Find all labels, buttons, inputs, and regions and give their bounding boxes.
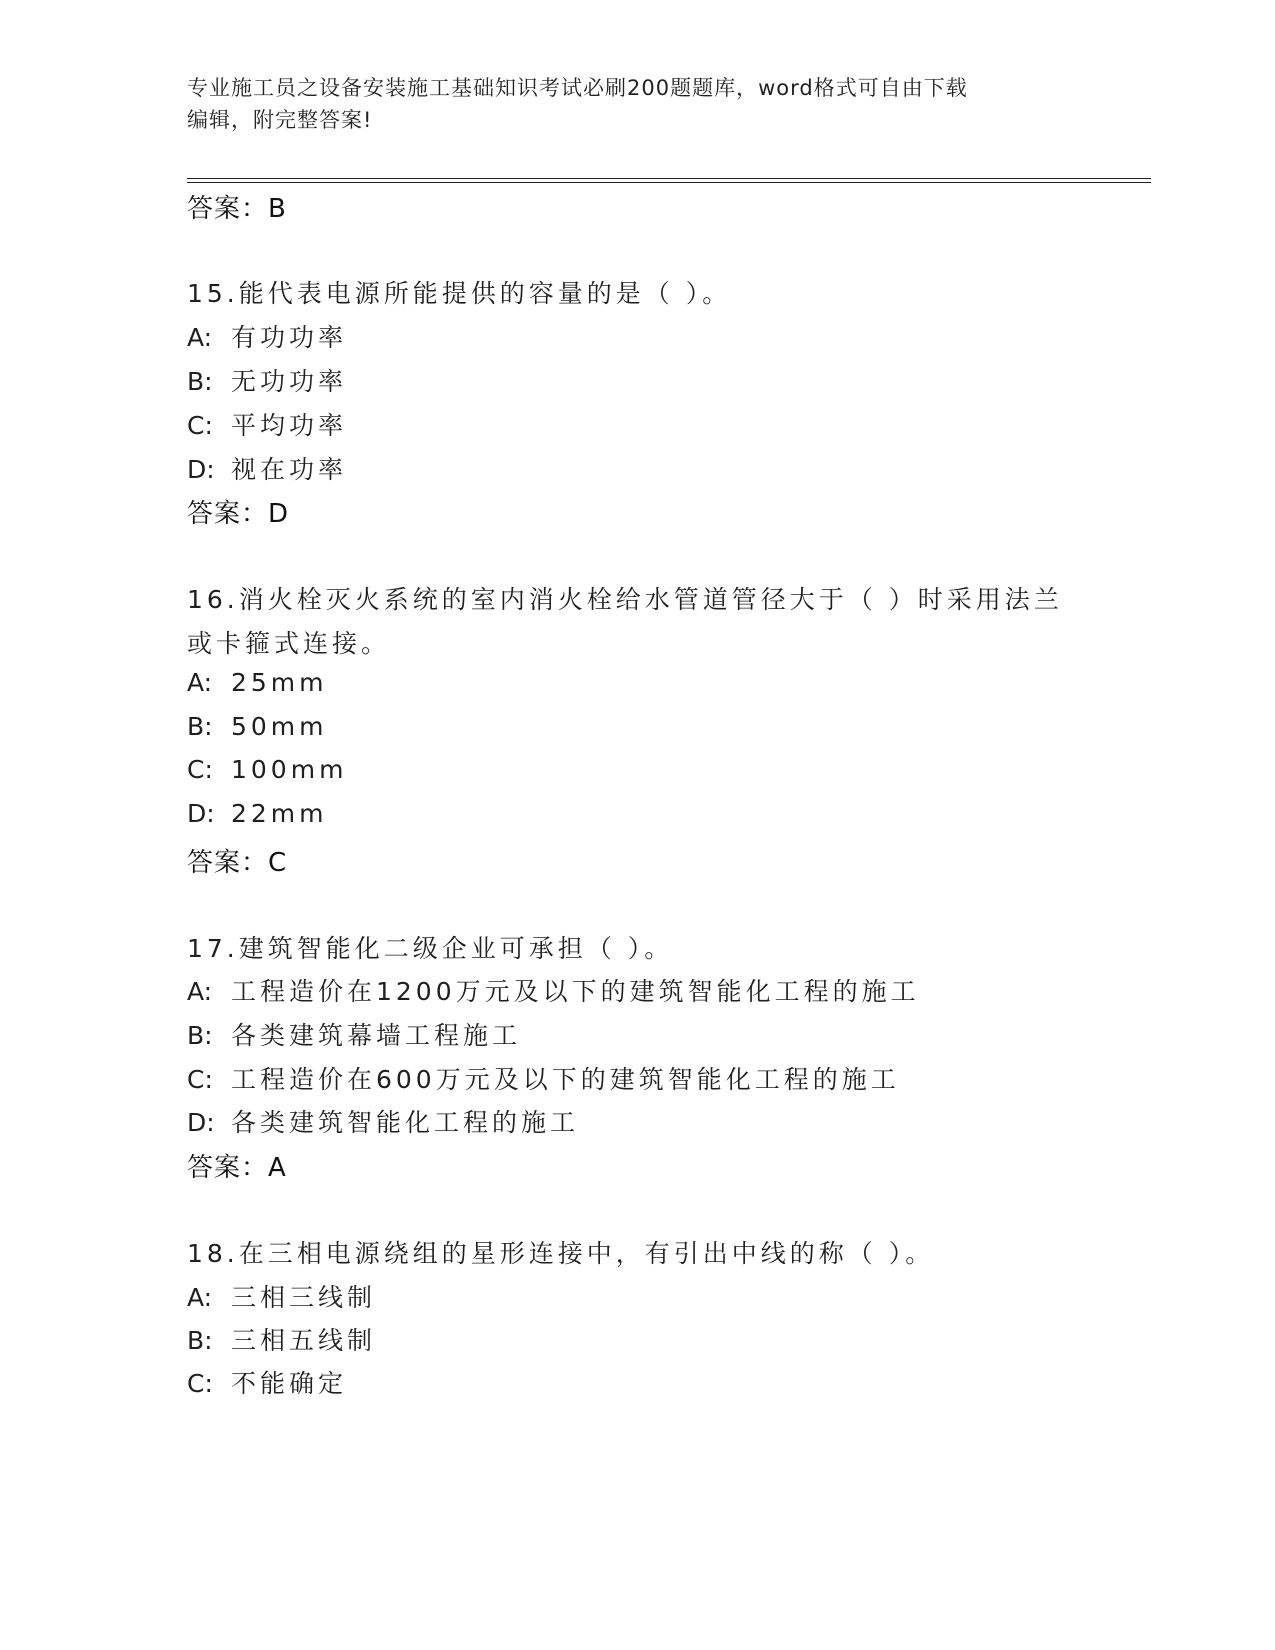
option-text: 50mm bbox=[231, 712, 328, 741]
question-16-option-c bbox=[187, 755, 347, 784]
question-16-stem-line-1: 16.消火栓灭火系统的室内消火栓给水管道管径大于（ ）时采用法兰 bbox=[187, 585, 1063, 614]
answer-q17: 答案：A bbox=[187, 1153, 287, 1183]
option-label: A: bbox=[187, 668, 213, 697]
question-17-option-d bbox=[187, 1103, 579, 1139]
option-label: B: bbox=[187, 1021, 213, 1050]
header-divider-top bbox=[187, 178, 1151, 179]
option-label: A: bbox=[187, 323, 213, 352]
option-text: 三相三线制 bbox=[231, 1283, 377, 1312]
option-label: B: bbox=[187, 1326, 213, 1355]
option-text: 有功功率 bbox=[231, 323, 348, 352]
option-text: 平均功率 bbox=[231, 411, 348, 440]
question-16-stem-line-2: 或卡箍式连接。 bbox=[187, 629, 391, 658]
header-divider-bottom bbox=[187, 182, 1151, 183]
question-17-option-c bbox=[187, 1060, 900, 1096]
question-18-option-a bbox=[187, 1278, 376, 1314]
header-line-2: 编辑，附完整答案! bbox=[187, 108, 373, 132]
option-label: A: bbox=[187, 977, 213, 1006]
option-text: 100mm bbox=[231, 755, 348, 784]
option-text: 不能确定 bbox=[231, 1369, 348, 1398]
option-text: 三相五线制 bbox=[231, 1326, 377, 1355]
answer-q15: 答案：D bbox=[187, 499, 290, 529]
answer-q14: 答案：B bbox=[187, 194, 287, 224]
option-text: 25mm bbox=[231, 668, 328, 697]
question-18-stem: 18.在三相电源绕组的星形连接中，有引出中线的称（ ）。 bbox=[187, 1239, 935, 1268]
document-header bbox=[187, 72, 1067, 136]
option-text: 22mm bbox=[231, 799, 328, 828]
option-label: A: bbox=[187, 1283, 213, 1312]
question-18-option-c bbox=[187, 1364, 347, 1400]
question-17-option-a bbox=[187, 972, 920, 1008]
answer-q16: 答案：C bbox=[187, 848, 288, 878]
option-label: C: bbox=[187, 1065, 213, 1094]
option-text: 无功功率 bbox=[231, 367, 348, 396]
question-18-option-b bbox=[187, 1321, 376, 1357]
question-16-option-d bbox=[187, 799, 328, 828]
question-15-option-b bbox=[187, 362, 347, 398]
option-text: 各类建筑智能化工程的施工 bbox=[231, 1108, 580, 1137]
question-15-option-c bbox=[187, 406, 347, 442]
question-17-stem: 17.建筑智能化二级企业可承担（ ）。 bbox=[187, 934, 674, 963]
option-text: 工程造价在600万元及以下的建筑智能化工程的施工 bbox=[231, 1065, 900, 1094]
option-text: 工程造价在1200万元及以下的建筑智能化工程的施工 bbox=[231, 977, 920, 1006]
option-label: D: bbox=[187, 1108, 215, 1137]
option-label: D: bbox=[187, 799, 215, 828]
option-label: D: bbox=[187, 455, 215, 484]
question-16-option-b bbox=[187, 712, 328, 741]
option-label: B: bbox=[187, 367, 213, 396]
option-label: C: bbox=[187, 1369, 213, 1398]
option-label: B: bbox=[187, 712, 213, 741]
question-16-option-a bbox=[187, 668, 328, 697]
question-15-option-a bbox=[187, 318, 347, 354]
question-15-option-d bbox=[187, 450, 347, 486]
question-17-option-b bbox=[187, 1016, 521, 1052]
option-label: C: bbox=[187, 755, 213, 784]
option-label: C: bbox=[187, 411, 213, 440]
header-line-1: 专业施工员之设备安装施工基础知识考试必刷200题题库，word格式可自由下载 bbox=[187, 76, 968, 100]
question-15-stem: 15.能代表电源所能提供的容量的是（ ）。 bbox=[187, 279, 732, 308]
option-text: 视在功率 bbox=[231, 455, 348, 484]
option-text: 各类建筑幕墙工程施工 bbox=[231, 1021, 522, 1050]
